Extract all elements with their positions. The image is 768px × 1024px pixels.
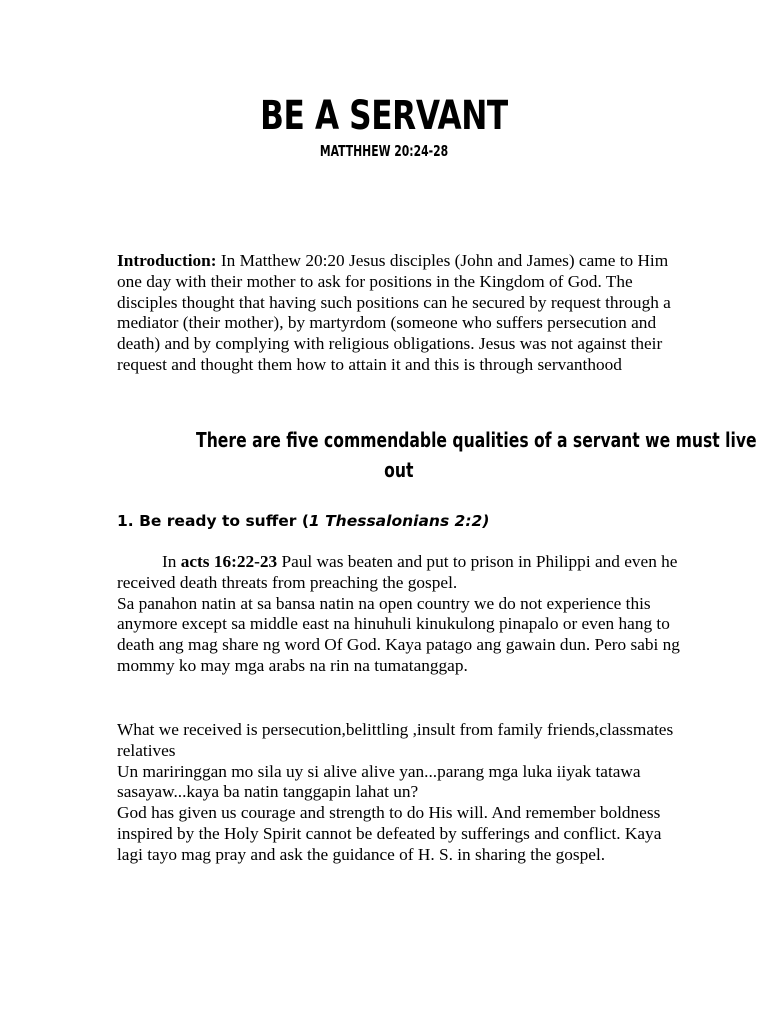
point-1-reference: 1 Thessalonians 2:2) bbox=[308, 512, 490, 530]
introduction-paragraph bbox=[117, 251, 681, 376]
point-1-heading bbox=[117, 510, 489, 532]
point-1-label: 1. Be ready to suffer ( bbox=[117, 512, 309, 530]
paragraph-persecution bbox=[117, 720, 681, 866]
introduction-text: In Matthew 20:20 Jesus disciples (John and James) came to Him one day with their mother to ask for positions in the Kingdom of God. The disciples thought that having such positions can he secured by request through a mediator (their mother), by martyrdom (someone who suffers persecution and death) and by complying with religious obligations. Jesus was not against their request and thought them how to attain it and this is through servanthood bbox=[117, 251, 671, 374]
paragraph-suffering-text2: Sa panahon natin at sa bansa natin na open country we do not experience this anymore except sa middle east na hinuhuli kinukulong pinapalo or even hang to death ang mag share ng word Of God. Kaya patago ang gawain dun. Pero sabi ng mommy ko may mga arabs na rin na tumatanggap. bbox=[117, 593, 680, 675]
section-heading-line2: out bbox=[384, 458, 414, 482]
document-title: BE A SERVANT bbox=[260, 93, 508, 139]
introduction-label: Introduction: bbox=[117, 251, 217, 270]
section-heading bbox=[117, 425, 757, 485]
acts-reference: acts 16:22-23 bbox=[180, 552, 278, 571]
paragraph-suffering-text1: Paul was beaten and put to prison in Philippi and even he received death threats from preaching the gospel. bbox=[117, 552, 678, 592]
scripture-reference: MATTHHEW 20:24-28 bbox=[319, 142, 449, 160]
section-heading-line1: There are five commendable qualities of a servant we must live bbox=[196, 428, 757, 452]
paragraph-persecution-line2: Un mariringgan mo sila uy si alive alive yan...parang mga luka iiyak tatawa sasayaw...kaya ba natin tanggapin lahat un? bbox=[117, 761, 641, 802]
paragraph-suffering bbox=[117, 552, 681, 677]
paragraph-lead: In bbox=[162, 552, 181, 571]
paragraph-persecution-line3: God has given us courage and strength to do His will. And remember boldness inspired by the Holy Spirit cannot be defeated by sufferings and conflict. Kaya lagi tayo mag pray and ask the guidance of H. S. in sharing the gospel. bbox=[117, 803, 662, 864]
paragraph-persecution-line1: What we received is persecution,belittling ,insult from family friends,classmates relatives bbox=[117, 720, 674, 760]
